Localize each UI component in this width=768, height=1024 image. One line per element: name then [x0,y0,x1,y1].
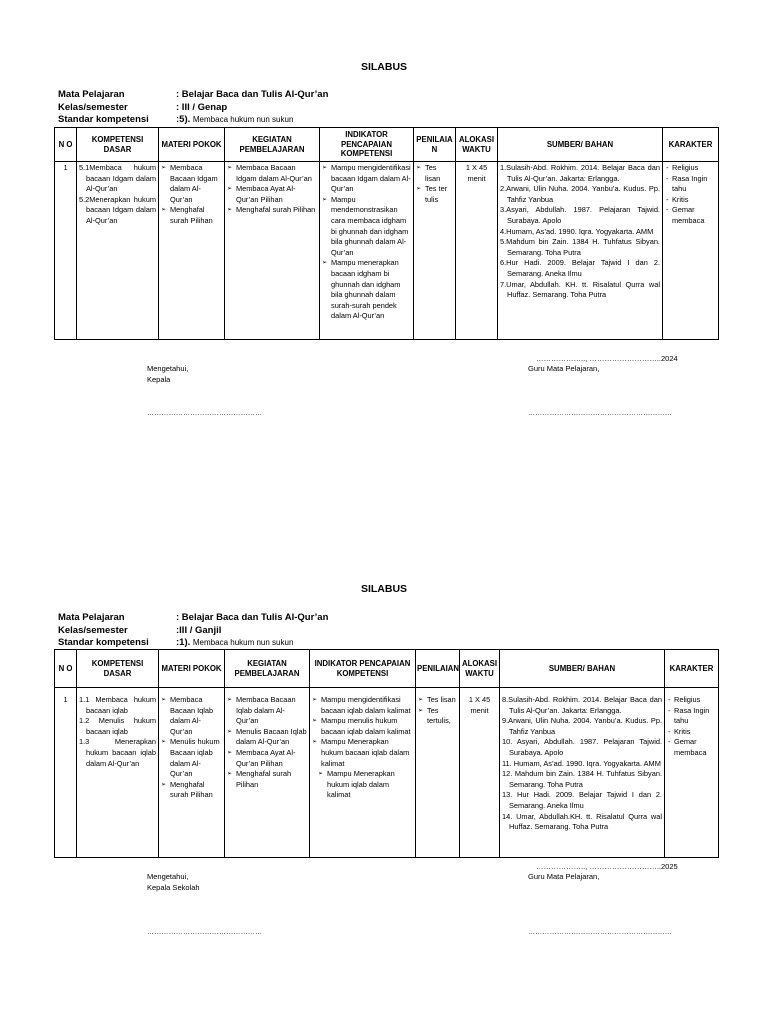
list-item: 5.1Membaca hukum bacaan Idgam dalam Al-Qur’an [79,163,156,194]
list-item: 7.Umar, Abdullah. KH. tt. Risalatul Qurra wal Huffaz. Semarang. Toha Putra [500,279,660,300]
header-kompetensi-dasar: KOMPETENSI DASAR [77,128,159,162]
table-row [55,688,719,858]
list-item: ➢ Tes ter tulis [416,184,453,205]
cell-alokasi: 1 X 45 menit [460,688,500,858]
list-item: - Gemar membaca [665,205,716,226]
header-kegiatan: KEGIATAN PEMBELAJARAN [225,650,310,688]
list-item: 12. Mahdum bin Zain. 1384 H. Tuhfatus Sibyan. Semarang. Toha Putra [502,769,662,789]
standar-prefix: :1). [176,637,191,648]
silabus-table [54,649,719,858]
list-item: ➢ Membaca Bacaan Idgam dalam Al-Qur’an [161,163,222,205]
cell-karakter [665,688,719,858]
list-item: 6.Hur Hadi. 2009. Belajar Tajwid I dan 2. Semarang. Aneka Ilmu [500,258,660,278]
table-row [55,162,719,340]
header-penilaian: PENILAIAN [416,650,460,688]
list-item: - Religius [667,695,716,706]
header-karakter: KARAKTER [665,650,719,688]
list-item: ➢ Mampu mengidentifikasi bacaan Idgam dalam Al-Qur’an [322,163,411,195]
list-item: ➢ Mampu Menerapkan hukum bacaan iqlab dalam kalimat [312,737,413,769]
signature-line-right: …………………………………………………… [528,929,672,936]
standar-prefix: :5). [176,114,191,125]
list-item: 3.Asyari, Abdullah. 1987. Pelajaran Tajwid. Surabaya. Apolo [500,205,660,225]
cell-materi-pokok [159,688,225,858]
mengetahui-label: Mengetahui, [147,364,189,373]
cell-kegiatan [225,688,310,858]
header-materi-pokok: MATERI POKOK [159,128,225,162]
list-item: 1.3 Menerapkan hukum bacaan iqlab dalam Al-Qur’an [79,737,156,768]
list-item: 1.1 Membaca hukum bacaan iqlab [79,695,156,715]
list-item: - Religius [665,163,716,174]
cell-no: 1 [55,688,77,858]
kelas-value: : III / Genap [176,101,228,113]
standar-value: Membaca hukum nun sukun [192,115,294,124]
list-item: ➢ Membaca Bacaan Iqlab dalam Al-Qur’an [161,695,222,737]
signature-left-block [147,872,200,893]
header-karakter: KARAKTER [663,128,719,162]
header-sumber: SUMBER/ BAHAN [498,128,663,162]
mata-pelajaran-value: : Belajar Baca dan Tulis Al-Qur’an [176,612,329,623]
header-sumber: SUMBER/ BAHAN [500,650,665,688]
header-kegiatan: KEGIATAN PEMBELAJARAN [225,128,320,162]
mata-pelajaran-label: Mata Pelajaran [58,612,125,623]
cell-materi-pokok [159,162,225,340]
silabus-table [54,127,719,340]
guru-label: Guru Mata Pelajaran, [528,872,600,881]
header-info [58,612,328,650]
list-item: ➢ Mampu menerapkan bacaan idgham bi ghunnah dan idgham bila ghunnah dalam surah-surah pendek dalam Al-Qur’an [322,258,411,322]
list-item: ➢ Membaca Ayat Al-Qur’an Pilihan [227,184,317,205]
cell-indikator [310,688,416,858]
list-item: ➢ Mampu mengidentifikasi bacaan iqlab dalam kalimat [312,695,413,716]
list-item: ➢ Menghafal surah Pilihan [227,205,317,216]
cell-no: 1 [55,162,77,340]
list-item: 5.2Menerapkan hukum bacaan Idgam dalam Al-Qur’an [79,194,156,225]
date-line: ……………….., ………………………..2024 [536,354,678,363]
cell-alokasi: 1 X 45 menit [456,162,498,340]
cell-sumber [500,688,665,858]
list-item: ➢ Mampu Menerapkan hukum iqlab dalam kalimat [318,769,413,801]
list-item: - Rasa Ingin tahu [667,706,716,727]
list-item: 4.Humam, As’ad. 1990. Iqra. Yogyakarta. AMM [500,226,654,236]
guru-label: Guru Mata Pelajaran, [528,364,600,373]
header-alokasi: ALOKASI WAKTU [456,128,498,162]
kelas-value: :III / Ganjil [176,624,222,636]
list-item: - Kritis [665,195,716,206]
list-item: 5.Mahdum bin Zain. 1384 H. Tuhfatus Sibyan. Semarang. Toha Putra [500,237,660,257]
header-indikator: INDIKATOR PENCAPAIAN KOMPETENSI [320,128,414,162]
page-title: SILABUS [360,583,408,595]
list-item: 11. Humam, As’ad. 1990. Iqra. Yogyakarta. AMM [502,758,661,768]
cell-penilaian [414,162,456,340]
kepala-label: Kepala Sekolah [147,882,200,892]
mata-pelajaran-value: : Belajar Baca dan Tulis Al-Qur’an [176,89,329,100]
cell-kompetensi-dasar [77,162,159,340]
kelas-label: Kelas/semester [58,101,128,113]
signature-line-right: …………………………………………………… [528,410,672,417]
header-alokasi: ALOKASI WAKTU [460,650,500,688]
list-item: ➢ Membaca Bacaan Idgam dalam Al-Qur’an [227,163,317,184]
list-item: 1.Sulasih-Abd. Rokhim. 2014. Belajar Baca dan Tulis Al-Qur’an. Jakarta: Erlangga. [500,163,660,183]
list-item: ➢ Mampu mendemonstrasikan cara membaca idgham bi ghunnah dan idgham bila ghunnah dalam Al-Qur’an [322,195,411,259]
list-item: 1.2 Menulis hukum bacaan iqlab [79,716,156,736]
signature-line-left: ………………………………………… [147,410,263,417]
kelas-label: Kelas/semester [58,624,128,636]
list-item: ➢ Menghafal surah Pilihan [227,769,307,790]
header-no: N O [55,128,77,162]
cell-penilaian [416,688,460,858]
header-penilaian: PENILAIA N [414,128,456,162]
signature-line-left: ………………………………………… [147,929,263,936]
list-item: ➢ Membaca Bacaan Iqlab dalam Al-Qur’an [227,695,307,727]
header-kompetensi-dasar: KOMPETENSI DASAR [77,650,159,688]
list-item: - Rasa Ingin tahu [665,174,716,195]
standar-label: Standar kompetensi [58,114,149,125]
standar-label: Standar kompetensi [58,637,149,648]
list-item: 13. Hur Hadi. 2009. Belajar Tajwid I dan 2. Semarang. Aneka Ilmu [502,790,662,810]
signature-left-block [147,364,188,385]
header-no: N O [55,650,77,688]
cell-kegiatan [225,162,320,340]
list-item: ➢ Menulis Bacaan Iqlab dalam Al-Qur’an [227,727,307,748]
standar-value: Membaca hukum nun sukun [192,638,294,647]
mengetahui-label: Mengetahui, [147,872,189,881]
list-item: ➢ Tes lisan [418,695,457,706]
list-item: 9.Arwani, Ulin Nuha. 2004. Yanbu’a. Kudus. Pp. Tahfiz Yanbua [502,716,662,736]
cell-sumber [498,162,663,340]
list-item: 10. Asyari, Abdullah. 1987. Pelajaran Tajwid. Surabaya. Apolo [502,737,662,757]
page-title: SILABUS [360,61,408,73]
header-info [58,89,328,127]
list-item: - Gemar membaca [667,737,716,758]
header-indikator: INDIKATOR PENCAPAIAN KOMPETENSI [310,650,416,688]
list-item: ➢ Menghafal surah Pilihan [161,780,222,801]
list-item: 2.Arwani, Ulin Nuha. 2004. Yanbu’a. Kudus. Pp. Tahfiz Yanbua [500,184,660,204]
list-item: ➢ Mampu menulis hukum bacaan iqlab dalam kalimat [312,716,413,737]
list-item: ➢ Membaca Ayat Al-Qur’an Pilihan [227,748,307,769]
list-item: ➢ Menulis hukum Bacaan iqlab dalam Al-Qur’an [161,737,222,779]
list-item: 8.Sulasih-Abd. Rokhim. 2014. Belajar Baca dan Tulis Al-Qur’an. Jakarta: Erlangga. [502,695,662,715]
date-line: ……………….., ………………………..2025 [536,862,678,871]
list-item: ➢ Tes tertulis, [418,706,457,727]
list-item: ➢ Menghafal surah Pilihan [161,205,222,226]
kepala-label: Kepala [147,374,171,384]
list-item: 14. Umar, Abdullah.KH. tt. Risalatul Qurra wal Huffaz. Semarang. Toha Putra [502,811,662,832]
list-item: - Kritis [667,727,716,738]
cell-kompetensi-dasar [77,688,159,858]
header-materi-pokok: MATERI POKOK [159,650,225,688]
silabus-page-2 [0,520,768,1024]
list-item: ➢ Tes lisan [416,163,453,184]
cell-indikator [320,162,414,340]
cell-karakter [663,162,719,340]
mata-pelajaran-label: Mata Pelajaran [58,89,125,100]
